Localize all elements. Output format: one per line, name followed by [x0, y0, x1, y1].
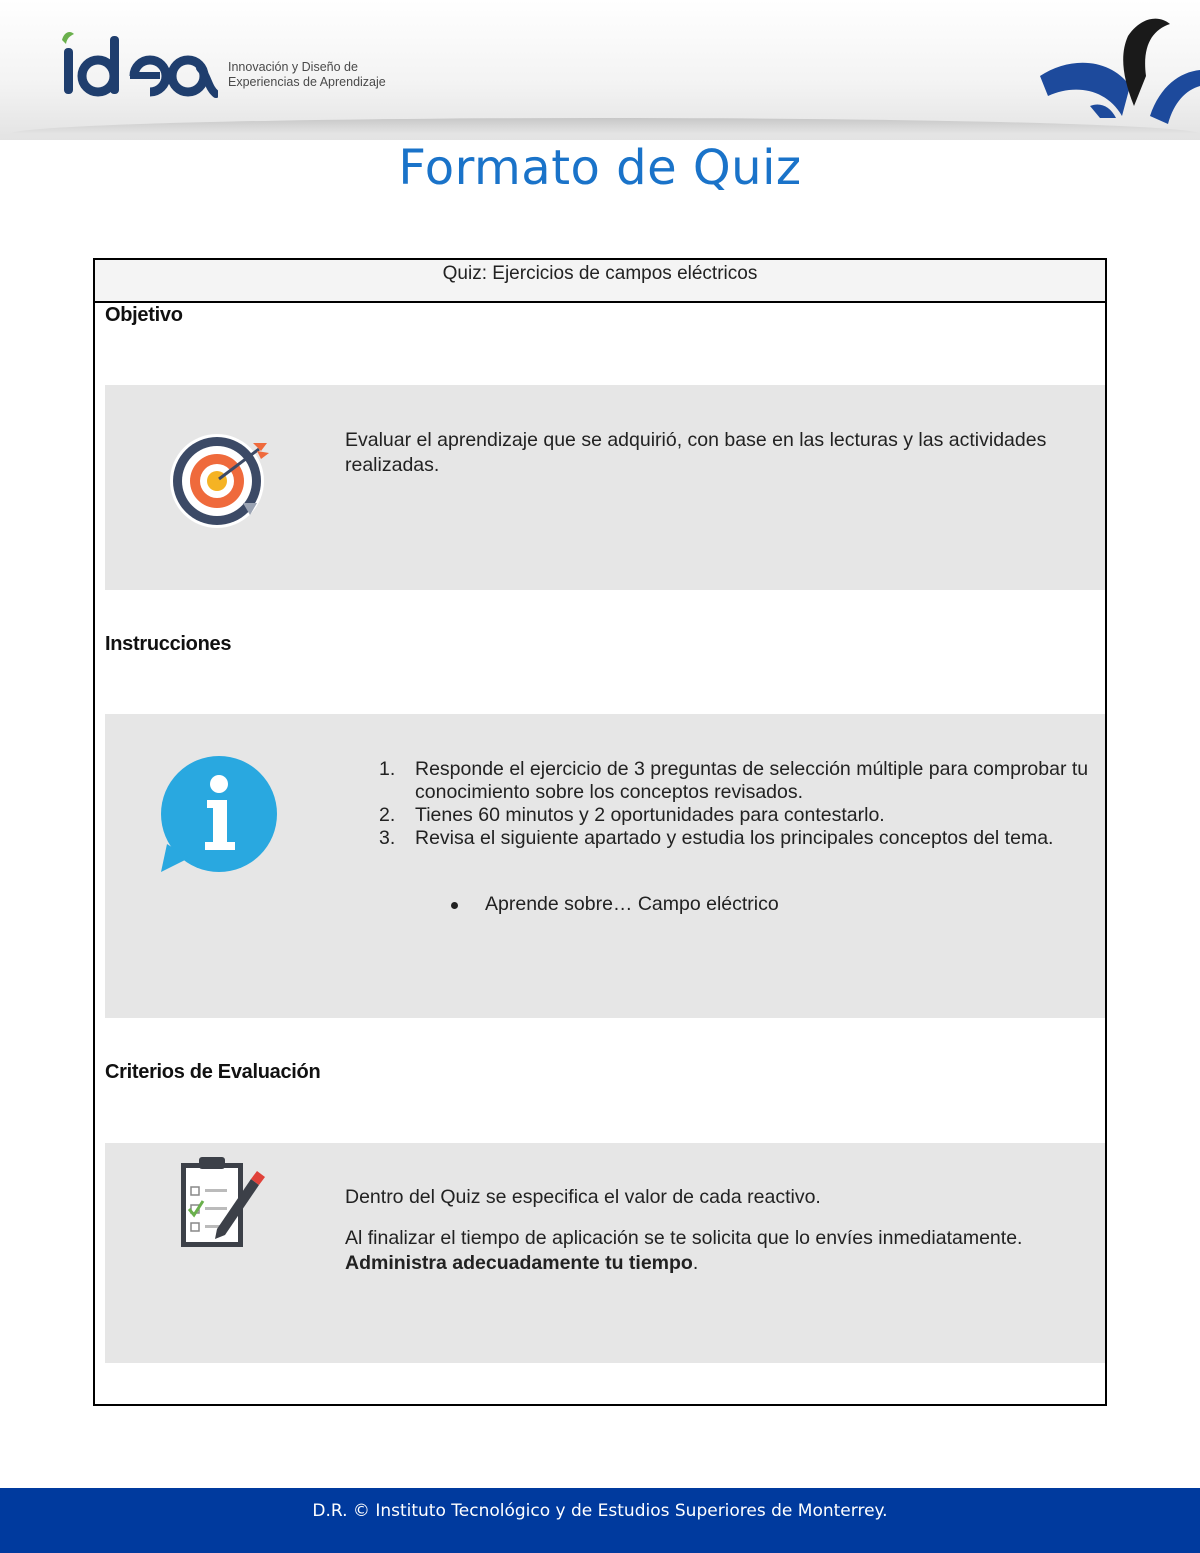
page-title: Formato de Quiz [398, 140, 802, 196]
criteria-label: Criterios de Evaluación [105, 1061, 321, 1083]
header-shadow [10, 118, 1200, 134]
criteria-line-3 [345, 1251, 1125, 1276]
objective-label: Objetivo [105, 304, 183, 326]
instruction-number: 3. [379, 827, 396, 849]
checklist-icon [177, 1155, 267, 1251]
criteria-panel [105, 1143, 1105, 1363]
tagline-line-1: Innovación y Diseño de [228, 60, 358, 74]
objective-panel [105, 385, 1105, 590]
instruction-item [345, 804, 1105, 827]
instructions-list [345, 758, 1105, 850]
brand-swoosh-icon [1030, 6, 1200, 132]
objective-text: Evaluar el aprendizaje que se adquirió, con base en las lecturas y las actividades realizadas. [345, 429, 1047, 476]
instruction-text: Responde el ejercicio de 3 preguntas de selección múltiple para comprobar tu conocimiento sobre los conceptos revisados. [415, 758, 1089, 803]
resource-bullet [345, 892, 1105, 917]
instruction-number: 1. [379, 758, 396, 780]
instruction-item [345, 758, 1105, 804]
criteria-text [345, 1185, 1125, 1276]
criteria-period: . [692, 1252, 699, 1274]
instruction-text: Tienes 60 minutos y 2 oportunidades para contestarlo. [415, 804, 885, 826]
criteria-line-2: Al finalizar el tiempo de aplicación se te solicita que lo envíes inmediatamente. [345, 1227, 1023, 1249]
instruction-item [345, 827, 1105, 850]
idea-logo [58, 28, 218, 104]
target-icon [167, 429, 273, 535]
info-icon [157, 754, 281, 878]
instructions-label: Instrucciones [105, 633, 232, 655]
tagline-line-2: Experiencias de Aprendizaje [228, 75, 386, 89]
instruction-number: 2. [379, 804, 396, 826]
bullet-dot [451, 902, 458, 909]
instruction-text: Revisa el siguiente apartado y estudia los principales conceptos del tema. [415, 827, 1054, 849]
quiz-heading: Quiz: Ejercicios de campos eléctricos [95, 260, 1105, 303]
copyright-text: D.R. © Instituto Tecnológico y de Estudios Superiores de Monterrey. [312, 1501, 888, 1521]
resource-link-text: Aprende sobre… Campo eléctrico [485, 893, 779, 915]
page-header [0, 0, 1200, 140]
quiz-frame [93, 258, 1107, 1406]
logo-tagline [228, 60, 386, 90]
criteria-line-1: Dentro del Quiz se especifica el valor de cada reactivo. [345, 1186, 821, 1208]
criteria-emphasis: Administra adecuadamente tu tiempo [345, 1252, 693, 1274]
page-footer [0, 1488, 1200, 1553]
instructions-panel [105, 714, 1105, 1018]
instructions-text [345, 758, 1105, 917]
